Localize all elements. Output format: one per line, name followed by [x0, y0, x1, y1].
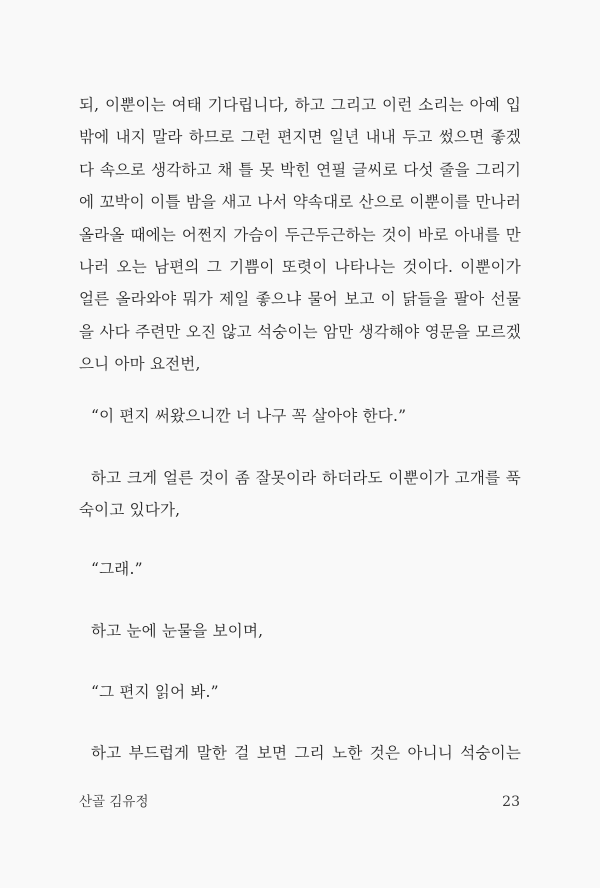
running-footer-title: 산골 김유정	[79, 794, 149, 810]
text-line: 다 속으로 생각하고 채 틀 못 박힌 연필 글씨로 다섯 줄을 그리기	[79, 160, 521, 179]
dialogue-quote-1	[91, 400, 521, 432]
paragraph-1	[79, 89, 521, 381]
text-line: 숙이고 있다가,	[79, 501, 181, 520]
text-line: 하고 부드럽게 말한 걸 보면 그리 노한 것은 아니니 석숭이는	[91, 744, 521, 762]
dialogue-quote-3	[91, 676, 521, 708]
dialogue-quote-2	[91, 553, 521, 585]
text-line: 올라올 때에는 어쩐지 가슴이 두근두근하는 것이 바로 아내를 만	[79, 225, 521, 244]
text-line: 밖에 내지 말라 하므로 그런 편지면 일년 내내 두고 썼으면 좋겠	[79, 128, 521, 147]
text-line: 하고 크게 얼른 것이 좀 잘못이라 하더라도 이뿐이가 고개를 푹	[91, 469, 521, 487]
text-line: 을 사다 주련만 오진 않고 석숭이는 암만 생각해야 영문을 모르겠	[79, 322, 521, 341]
paragraph-2	[79, 462, 521, 527]
quote-line: “이 편지 써왔으니깐 너 나구 꼭 살아야 한다.”	[91, 407, 407, 425]
text-line: 하고 눈에 눈물을 보이며,	[91, 622, 264, 640]
text-line: 으니 아마 요전번,	[79, 355, 201, 374]
text-line: 나러 오는 남편의 그 기쁨이 또렷이 나타나는 것이다. 이뿐이가	[79, 257, 521, 276]
text-line: 되, 이뿐이는 여태 기다립니다, 하고 그리고 이런 소리는 아예 입	[79, 96, 521, 114]
quote-line: “그 편지 읽어 봐.”	[91, 683, 219, 701]
quote-line: “그래.”	[91, 560, 143, 578]
paragraph-3	[91, 615, 521, 647]
text-line: 에 꼬박이 이틀 밤을 새고 나서 약속대로 산으로 이뿐이를 만나러	[79, 193, 521, 212]
page-number: 23	[502, 794, 520, 810]
text-line: 얼른 올라와야 뭐가 제일 좋으냐 물어 보고 이 닭들을 팔아 선물	[79, 290, 521, 309]
paragraph-4	[91, 737, 521, 769]
